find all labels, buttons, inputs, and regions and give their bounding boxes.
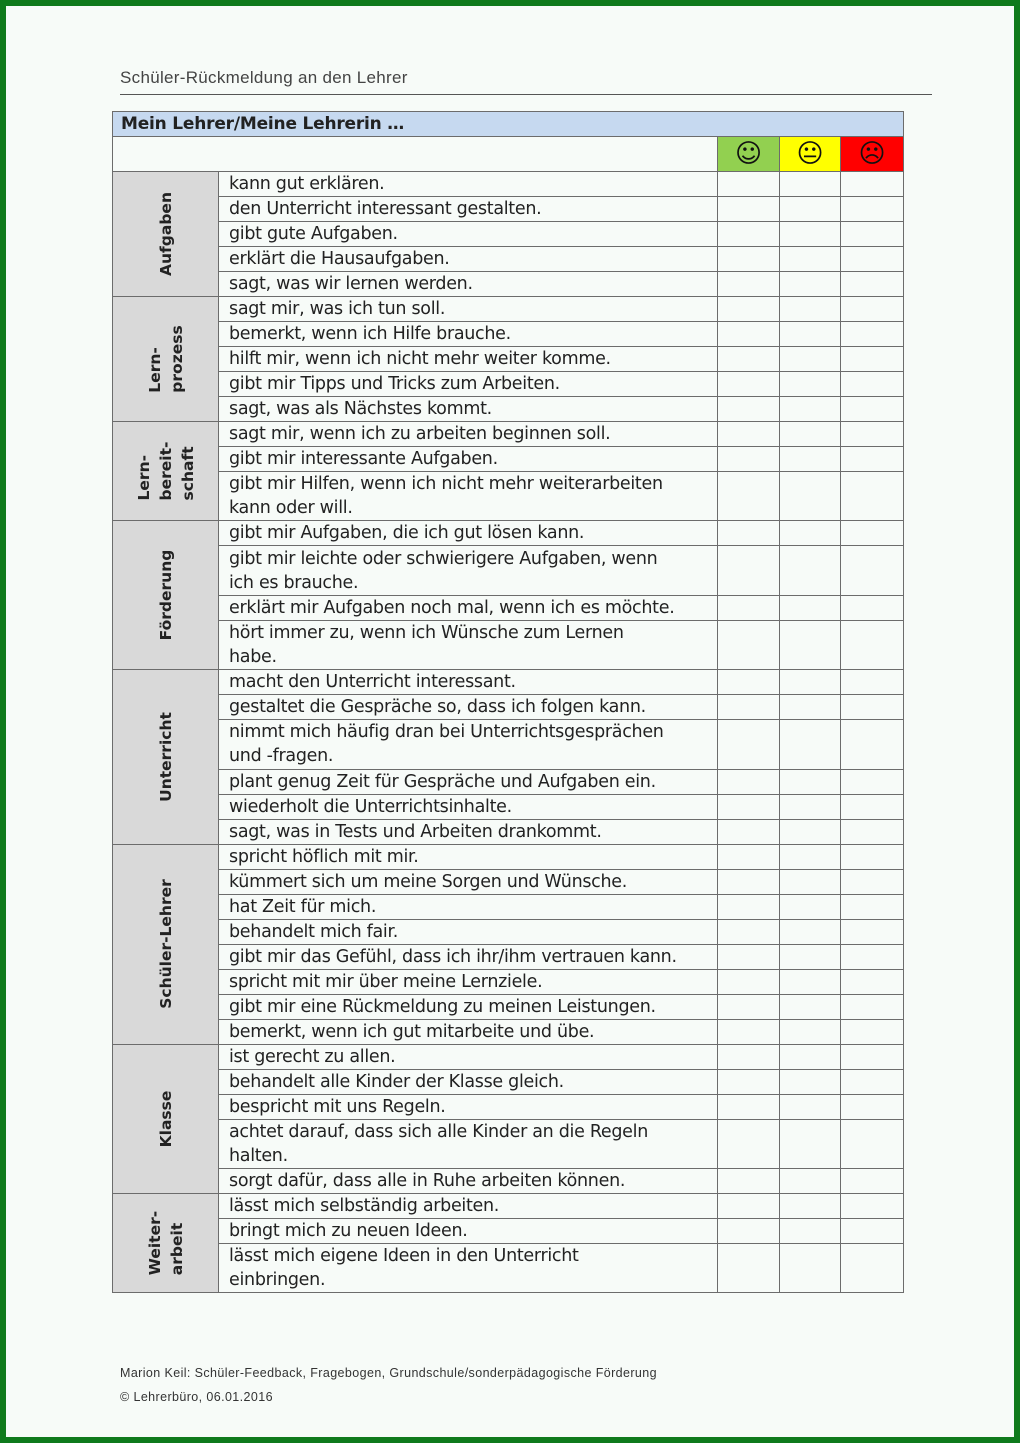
rating-checkbox-bad[interactable]: [841, 794, 904, 819]
rating-checkbox-good[interactable]: [718, 944, 780, 969]
table-row: [113, 1044, 904, 1069]
statement-text: erklärt mir Aufgaben noch mal, wenn ich es möchte.: [219, 595, 718, 620]
rating-checkbox-good[interactable]: [718, 794, 780, 819]
table-row: [113, 297, 904, 322]
statement-text: plant genug Zeit für Gespräche und Aufgaben ein.: [219, 769, 718, 794]
statement-text: bemerkt, wenn ich Hilfe brauche.: [219, 322, 718, 347]
rating-checkbox-bad[interactable]: [841, 595, 904, 620]
document-page: [6, 6, 1014, 1437]
rating-checkbox-good[interactable]: [718, 272, 780, 297]
category-label: Lern- bereit- schaft: [134, 441, 197, 501]
rating-checkbox-neutral[interactable]: [780, 1044, 841, 1069]
statement-text: erklärt die Hausaufgaben.: [219, 247, 718, 272]
table-row: [113, 372, 904, 397]
statement-text: sorgt dafür, dass alle in Ruhe arbeiten können.: [219, 1168, 718, 1193]
rating-checkbox-bad[interactable]: [841, 1218, 904, 1243]
rating-checkbox-good[interactable]: [718, 397, 780, 422]
rating-checkbox-good[interactable]: [718, 1119, 780, 1168]
statement-text: lässt mich selbständig arbeiten.: [219, 1193, 718, 1218]
rating-checkbox-good[interactable]: [718, 769, 780, 794]
table-row: [113, 969, 904, 994]
rating-checkbox-neutral[interactable]: [780, 347, 841, 372]
rating-checkbox-bad[interactable]: [841, 894, 904, 919]
rating-checkbox-bad[interactable]: [841, 869, 904, 894]
rating-checkbox-bad[interactable]: [841, 472, 904, 521]
table-row: [113, 595, 904, 620]
table-row: [113, 844, 904, 869]
statement-text: sagt, was in Tests und Arbeiten drankommt.: [219, 819, 718, 844]
rating-checkbox-neutral[interactable]: [780, 1019, 841, 1044]
rating-checkbox-good[interactable]: [718, 322, 780, 347]
rating-checkbox-good[interactable]: [718, 969, 780, 994]
rating-checkbox-neutral[interactable]: [780, 670, 841, 695]
statement-text: gibt mir leichte oder schwierigere Aufgaben, wenn ich es brauche.: [219, 546, 718, 595]
table-row: [113, 1119, 904, 1168]
rating-checkbox-bad[interactable]: [841, 1243, 904, 1292]
document-header: Schüler-Rückmeldung an den Lehrer: [120, 68, 932, 95]
category-cell: [113, 172, 219, 297]
rating-checkbox-good[interactable]: [718, 1069, 780, 1094]
rating-checkbox-neutral[interactable]: [780, 1094, 841, 1119]
statement-text: gibt mir interessante Aufgaben.: [219, 447, 718, 472]
statement-text: spricht mit mir über meine Lernziele.: [219, 969, 718, 994]
statement-text: nimmt mich häufig dran bei Unterrichtsgesprächen und -fragen.: [219, 720, 718, 769]
rating-checkbox-neutral[interactable]: [780, 521, 841, 546]
rating-checkbox-good[interactable]: [718, 1094, 780, 1119]
statement-text: gibt mir Hilfen, wenn ich nicht mehr weiterarbeiten kann oder will.: [219, 472, 718, 521]
rating-checkbox-neutral[interactable]: [780, 869, 841, 894]
statement-text: wiederholt die Unterrichtsinhalte.: [219, 794, 718, 819]
rating-checkbox-neutral[interactable]: [780, 969, 841, 994]
rating-checkbox-good[interactable]: [718, 197, 780, 222]
table-row: [113, 322, 904, 347]
rating-checkbox-bad[interactable]: [841, 372, 904, 397]
table-row: [113, 1168, 904, 1193]
table-row: [113, 172, 904, 197]
rating-checkbox-bad[interactable]: [841, 322, 904, 347]
rating-checkbox-neutral[interactable]: [780, 994, 841, 1019]
rating-checkbox-bad[interactable]: [841, 397, 904, 422]
rating-checkbox-neutral[interactable]: [780, 447, 841, 472]
rating-checkbox-bad[interactable]: [841, 347, 904, 372]
rating-checkbox-neutral[interactable]: [780, 472, 841, 521]
rating-checkbox-bad[interactable]: [841, 819, 904, 844]
rating-checkbox-good[interactable]: [718, 844, 780, 869]
category-label: Weiter- arbeit: [145, 1210, 186, 1276]
rating-checkbox-bad[interactable]: [841, 1168, 904, 1193]
table-row: [113, 247, 904, 272]
statement-text: bespricht mit uns Regeln.: [219, 1094, 718, 1119]
rating-checkbox-neutral[interactable]: [780, 794, 841, 819]
rating-checkbox-good[interactable]: [718, 620, 780, 669]
statement-text: sagt mir, wenn ich zu arbeiten beginnen soll.: [219, 422, 718, 447]
statement-text: sagt, was als Nächstes kommt.: [219, 397, 718, 422]
statement-text: kümmert sich um meine Sorgen und Wünsche.: [219, 869, 718, 894]
table-row: [113, 919, 904, 944]
category-cell: [113, 297, 219, 422]
rating-checkbox-bad[interactable]: [841, 1019, 904, 1044]
table-title-row: [113, 112, 904, 137]
category-label: Klasse: [156, 1090, 175, 1148]
rating-checkbox-bad[interactable]: [841, 994, 904, 1019]
rating-checkbox-bad[interactable]: [841, 969, 904, 994]
statement-text: spricht höflich mit mir.: [219, 844, 718, 869]
statement-text: ist gerecht zu allen.: [219, 1044, 718, 1069]
rating-checkbox-neutral[interactable]: [780, 695, 841, 720]
rating-checkbox-bad[interactable]: [841, 720, 904, 769]
rating-checkbox-neutral[interactable]: [780, 197, 841, 222]
rating-checkbox-bad[interactable]: [841, 844, 904, 869]
rating-checkbox-good[interactable]: [718, 695, 780, 720]
table-row: [113, 521, 904, 546]
table-row: [113, 1069, 904, 1094]
statement-text: macht den Unterricht interessant.: [219, 670, 718, 695]
rating-checkbox-good[interactable]: [718, 172, 780, 197]
rating-checkbox-neutral[interactable]: [780, 1193, 841, 1218]
rating-checkbox-bad[interactable]: [841, 447, 904, 472]
neutral-face-icon: 😐: [780, 137, 841, 172]
table-title: Mein Lehrer/Meine Lehrerin …: [113, 112, 904, 137]
table-row: [113, 1218, 904, 1243]
table-row: [113, 397, 904, 422]
rating-checkbox-bad[interactable]: [841, 422, 904, 447]
rating-checkbox-good[interactable]: [718, 894, 780, 919]
statement-text: hört immer zu, wenn ich Wünsche zum Lernen habe.: [219, 620, 718, 669]
rating-checkbox-bad[interactable]: [841, 1044, 904, 1069]
table-row: [113, 695, 904, 720]
table-row: [113, 546, 904, 595]
rating-checkbox-bad[interactable]: [841, 247, 904, 272]
table-row: [113, 1243, 904, 1292]
table-row: [113, 819, 904, 844]
table-row: [113, 620, 904, 669]
rating-checkbox-bad[interactable]: [841, 695, 904, 720]
table-row: [113, 794, 904, 819]
rating-checkbox-good[interactable]: [718, 222, 780, 247]
rating-header-row: [113, 137, 904, 172]
rating-checkbox-neutral[interactable]: [780, 769, 841, 794]
table-row: [113, 670, 904, 695]
rating-checkbox-good[interactable]: [718, 372, 780, 397]
rating-checkbox-bad[interactable]: [841, 620, 904, 669]
statement-text: hat Zeit für mich.: [219, 894, 718, 919]
rating-checkbox-good[interactable]: [718, 247, 780, 272]
rating-checkbox-bad[interactable]: [841, 1069, 904, 1094]
category-cell: [113, 844, 219, 1044]
frowning-face-icon: ☹: [841, 137, 904, 172]
rating-checkbox-good[interactable]: [718, 1044, 780, 1069]
rating-checkbox-neutral[interactable]: [780, 222, 841, 247]
statement-text: den Unterricht interessant gestalten.: [219, 197, 718, 222]
table-row: [113, 944, 904, 969]
statement-text: kann gut erklären.: [219, 172, 718, 197]
rating-checkbox-neutral[interactable]: [780, 397, 841, 422]
statement-text: hilft mir, wenn ich nicht mehr weiter komme.: [219, 347, 718, 372]
table-row: [113, 197, 904, 222]
rating-checkbox-good[interactable]: [718, 546, 780, 595]
table-row: [113, 447, 904, 472]
rating-checkbox-bad[interactable]: [841, 919, 904, 944]
rating-checkbox-bad[interactable]: [841, 172, 904, 197]
statement-text: gibt mir eine Rückmeldung zu meinen Leistungen.: [219, 994, 718, 1019]
table-row: [113, 994, 904, 1019]
statement-text: gibt mir Aufgaben, die ich gut lösen kann.: [219, 521, 718, 546]
rating-checkbox-neutral[interactable]: [780, 819, 841, 844]
table-row: [113, 894, 904, 919]
rating-checkbox-neutral[interactable]: [780, 720, 841, 769]
rating-checkbox-bad[interactable]: [841, 546, 904, 595]
statement-text: gibt mir das Gefühl, dass ich ihr/ihm vertrauen kann.: [219, 944, 718, 969]
rating-checkbox-neutral[interactable]: [780, 322, 841, 347]
table-row: [113, 1193, 904, 1218]
rating-checkbox-good[interactable]: [718, 720, 780, 769]
rating-checkbox-neutral[interactable]: [780, 1168, 841, 1193]
rating-checkbox-neutral[interactable]: [780, 919, 841, 944]
category-label: Förderung: [156, 549, 175, 641]
table-row: [113, 422, 904, 447]
rating-checkbox-good[interactable]: [718, 819, 780, 844]
rating-checkbox-good[interactable]: [718, 1193, 780, 1218]
rating-checkbox-neutral[interactable]: [780, 272, 841, 297]
statement-text: bemerkt, wenn ich gut mitarbeite und übe.: [219, 1019, 718, 1044]
table-row: [113, 769, 904, 794]
rating-checkbox-bad[interactable]: [841, 272, 904, 297]
rating-checkbox-bad[interactable]: [841, 297, 904, 322]
statement-text: achtet darauf, dass sich alle Kinder an die Regeln halten.: [219, 1119, 718, 1168]
rating-checkbox-good[interactable]: [718, 1168, 780, 1193]
rating-checkbox-neutral[interactable]: [780, 297, 841, 322]
category-label: Lern- prozess: [145, 325, 186, 393]
rating-checkbox-good[interactable]: [718, 447, 780, 472]
rating-checkbox-good[interactable]: [718, 472, 780, 521]
rating-header-spacer: [113, 137, 718, 172]
rating-checkbox-neutral[interactable]: [780, 1119, 841, 1168]
statement-text: lässt mich eigene Ideen in den Unterricht einbringen.: [219, 1243, 718, 1292]
category-label: Aufgaben: [156, 192, 175, 276]
table-row: [113, 1094, 904, 1119]
rating-checkbox-neutral[interactable]: [780, 372, 841, 397]
table-row: [113, 222, 904, 247]
statement-text: sagt, was wir lernen werden.: [219, 272, 718, 297]
table-row: [113, 720, 904, 769]
statement-text: behandelt alle Kinder der Klasse gleich.: [219, 1069, 718, 1094]
category-cell: [113, 422, 219, 521]
category-cell: [113, 670, 219, 844]
statement-text: bringt mich zu neuen Ideen.: [219, 1218, 718, 1243]
rating-checkbox-neutral[interactable]: [780, 1069, 841, 1094]
rating-checkbox-good[interactable]: [718, 1019, 780, 1044]
rating-checkbox-bad[interactable]: [841, 670, 904, 695]
category-label: Unterricht: [156, 711, 175, 802]
rating-checkbox-good[interactable]: [718, 1243, 780, 1292]
rating-checkbox-bad[interactable]: [841, 1119, 904, 1168]
rating-checkbox-good[interactable]: [718, 994, 780, 1019]
rating-checkbox-neutral[interactable]: [780, 1243, 841, 1292]
rating-checkbox-good[interactable]: [718, 919, 780, 944]
rating-checkbox-good[interactable]: [718, 347, 780, 372]
rating-checkbox-bad[interactable]: [841, 222, 904, 247]
rating-checkbox-bad[interactable]: [841, 521, 904, 546]
category-cell: [113, 1044, 219, 1193]
rating-checkbox-bad[interactable]: [841, 1094, 904, 1119]
rating-checkbox-good[interactable]: [718, 422, 780, 447]
rating-checkbox-neutral[interactable]: [780, 247, 841, 272]
statement-text: gibt gute Aufgaben.: [219, 222, 718, 247]
statement-text: behandelt mich fair.: [219, 919, 718, 944]
rating-checkbox-neutral[interactable]: [780, 894, 841, 919]
rating-checkbox-neutral[interactable]: [780, 595, 841, 620]
table-row: [113, 347, 904, 372]
statement-text: sagt mir, was ich tun soll.: [219, 297, 718, 322]
rating-checkbox-good[interactable]: [718, 595, 780, 620]
rating-checkbox-bad[interactable]: [841, 197, 904, 222]
rating-checkbox-bad[interactable]: [841, 1193, 904, 1218]
rating-checkbox-good[interactable]: [718, 869, 780, 894]
rating-checkbox-good[interactable]: [718, 521, 780, 546]
smiling-face-icon: ☺: [718, 137, 780, 172]
rating-checkbox-good[interactable]: [718, 670, 780, 695]
rating-checkbox-neutral[interactable]: [780, 944, 841, 969]
category-label: Schüler-Lehrer: [156, 879, 175, 1009]
rating-checkbox-neutral[interactable]: [780, 844, 841, 869]
table-row: [113, 272, 904, 297]
rating-checkbox-neutral[interactable]: [780, 620, 841, 669]
rating-checkbox-bad[interactable]: [841, 769, 904, 794]
rating-checkbox-bad[interactable]: [841, 944, 904, 969]
category-cell: [113, 1193, 219, 1292]
rating-checkbox-good[interactable]: [718, 1218, 780, 1243]
table-row: [113, 869, 904, 894]
category-cell: [113, 521, 219, 670]
table-row: [113, 472, 904, 521]
rating-checkbox-neutral[interactable]: [780, 546, 841, 595]
statement-text: gibt mir Tipps und Tricks zum Arbeiten.: [219, 372, 718, 397]
table-row: [113, 1019, 904, 1044]
rating-checkbox-neutral[interactable]: [780, 172, 841, 197]
feedback-table: [112, 111, 904, 1293]
rating-checkbox-neutral[interactable]: [780, 1218, 841, 1243]
statement-text: gestaltet die Gespräche so, dass ich folgen kann.: [219, 695, 718, 720]
rating-checkbox-neutral[interactable]: [780, 422, 841, 447]
footer-author: Marion Keil: Schüler-Feedback, Fragebogen, Grundschule/sonderpädagogische Förderung: [120, 1366, 657, 1380]
rating-checkbox-good[interactable]: [718, 297, 780, 322]
footer-copyright: © Lehrerbüro, 06.01.2016: [120, 1390, 273, 1404]
